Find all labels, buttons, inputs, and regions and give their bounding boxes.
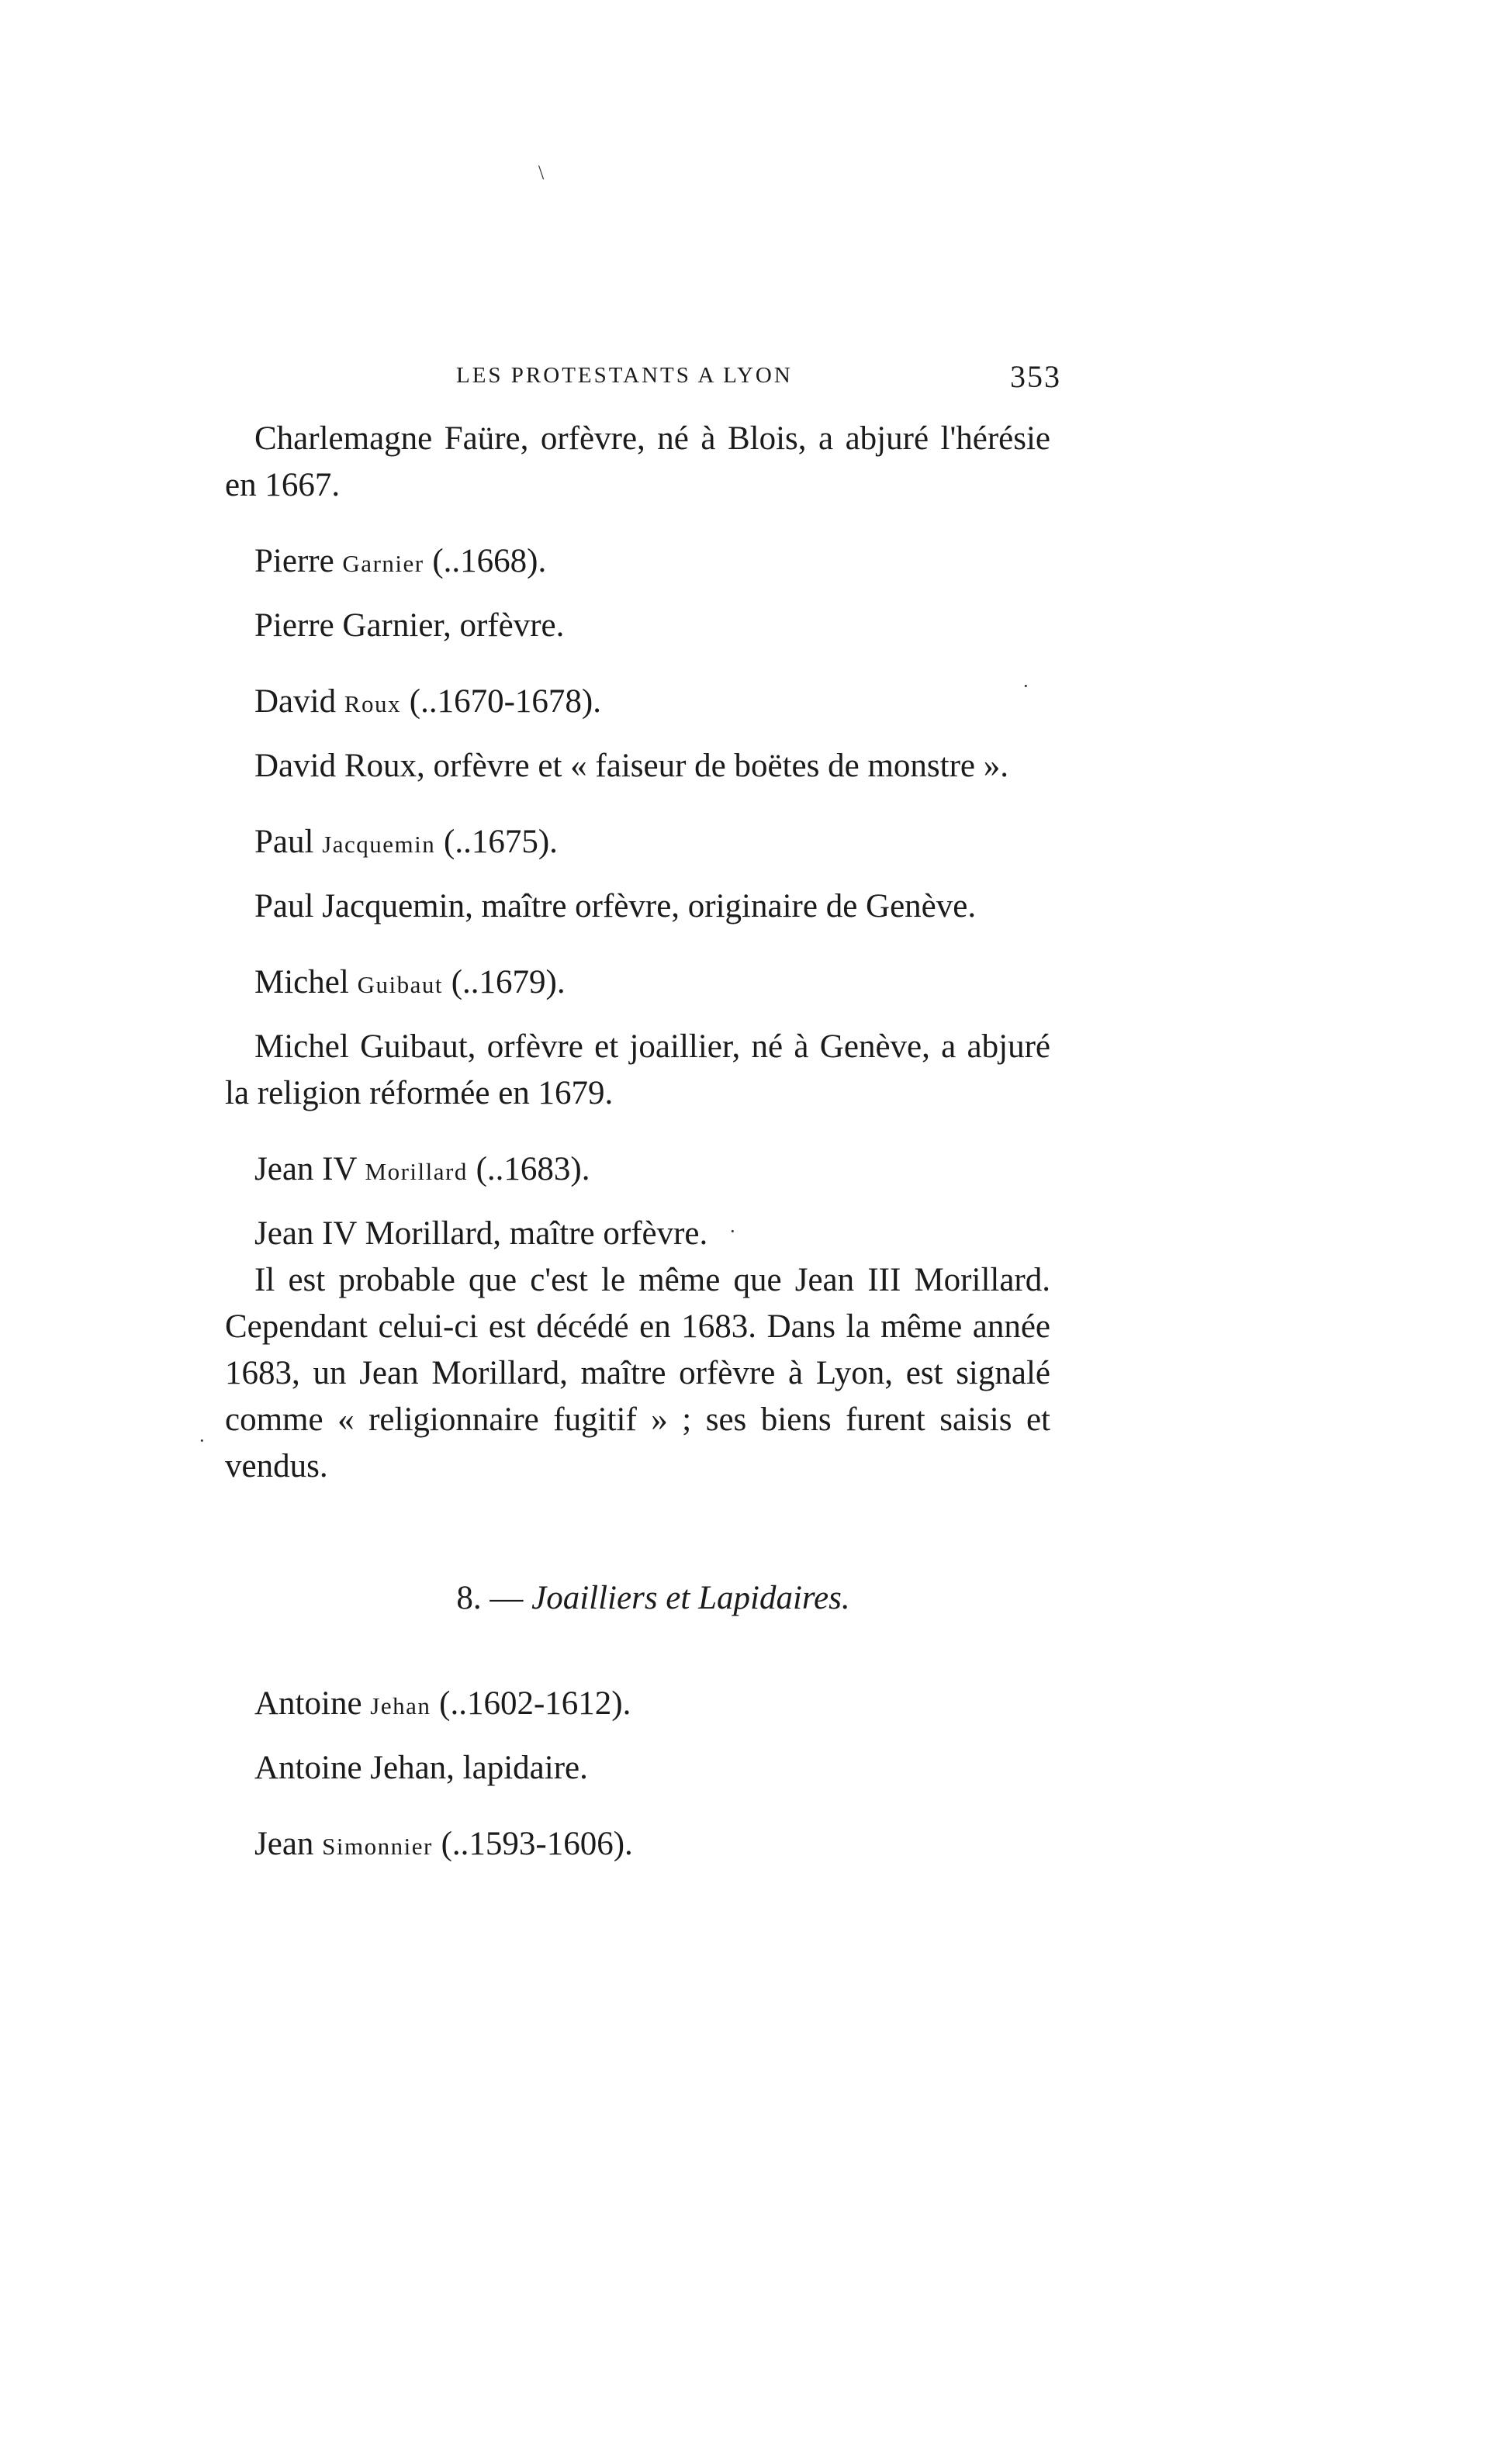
- entry-first-name: Michel: [254, 964, 358, 1000]
- entry-paragraph: Charlemagne Faüre, orfèvre, né à Blois, a abjuré l'hérésie en 1667.: [225, 420, 1050, 503]
- entry-dates: (..1668).: [424, 543, 547, 579]
- entry-first-name: Paul: [254, 824, 323, 860]
- entry-surname: Jacquemin: [322, 831, 436, 858]
- section-heading: [225, 1575, 1050, 1622]
- section-title: Joailliers et Lapidaires.: [531, 1580, 850, 1616]
- entry-surname: Garnier: [342, 550, 424, 577]
- entry-dates: (..1679).: [442, 964, 566, 1000]
- entry-heading: [225, 959, 1050, 1008]
- ink-speck: ·: [729, 1220, 736, 1242]
- entry-heading: [225, 1821, 1050, 1870]
- entry-description: David Roux, orfèvre et « faiseur de boëtes de monstre ».: [254, 748, 1008, 784]
- entry-surname: Roux: [344, 690, 402, 717]
- entry-surname: Simonnier: [322, 1833, 433, 1860]
- entry-heading: [225, 679, 1050, 727]
- entry-description: Pierre Garnier, orfèvre.: [254, 607, 565, 644]
- main-text: [225, 416, 1050, 1870]
- entry-heading: [225, 819, 1050, 868]
- ink-speck: ·: [1022, 675, 1029, 697]
- entry-dates: (..1683).: [467, 1151, 590, 1187]
- entry-description: Michel Guibaut, orfèvre et joaillier, né à Genève, a abjuré la religion réformée en 1679.: [225, 1028, 1050, 1111]
- entry-heading: [225, 538, 1050, 587]
- entry-dates: (..1602-1612).: [431, 1685, 631, 1722]
- entry-heading: [225, 1681, 1050, 1730]
- entry-surname: Jehan: [370, 1692, 431, 1719]
- entry-heading: [225, 1146, 1050, 1195]
- entry-description: Paul Jacquemin, maître orfèvre, originaire de Genève.: [254, 888, 977, 924]
- entry-surname: Guibaut: [357, 971, 443, 998]
- entry-note: Il est probable que c'est le même que Jean III Morillard. Cependant celui-ci est décédé en 1683. Dans la même année 1683, un Jean Morillard, maître orfèvre à Lyon, est signalé comme « religionnaire fugitif » ; ses biens furent saisis et vendus.: [225, 1262, 1050, 1484]
- entry-description: Jean IV Morillard, maître orfèvre.: [254, 1215, 708, 1252]
- entry-dates: (..1670-1678).: [401, 683, 601, 720]
- entry-dates: (..1593-1606).: [432, 1826, 633, 1862]
- running-title: LES PROTESTANTS A LYON: [456, 363, 793, 388]
- entry-surname: Morillard: [365, 1158, 468, 1185]
- entry-description: Antoine Jehan, lapidaire.: [254, 1750, 588, 1786]
- entry-first-name: Antoine: [254, 1685, 371, 1722]
- section-number: 8. —: [456, 1580, 532, 1616]
- page-number: 353: [1010, 359, 1061, 394]
- entry-first-name: Jean: [254, 1826, 323, 1862]
- entry-first-name: Jean IV: [254, 1151, 365, 1187]
- entry-dates: (..1675).: [435, 824, 558, 860]
- ink-speck: ·: [199, 1429, 206, 1452]
- running-head: [456, 358, 1061, 397]
- entry-first-name: David: [254, 683, 344, 720]
- entry-first-name: Pierre: [254, 543, 343, 579]
- ink-speck: \: [538, 161, 545, 184]
